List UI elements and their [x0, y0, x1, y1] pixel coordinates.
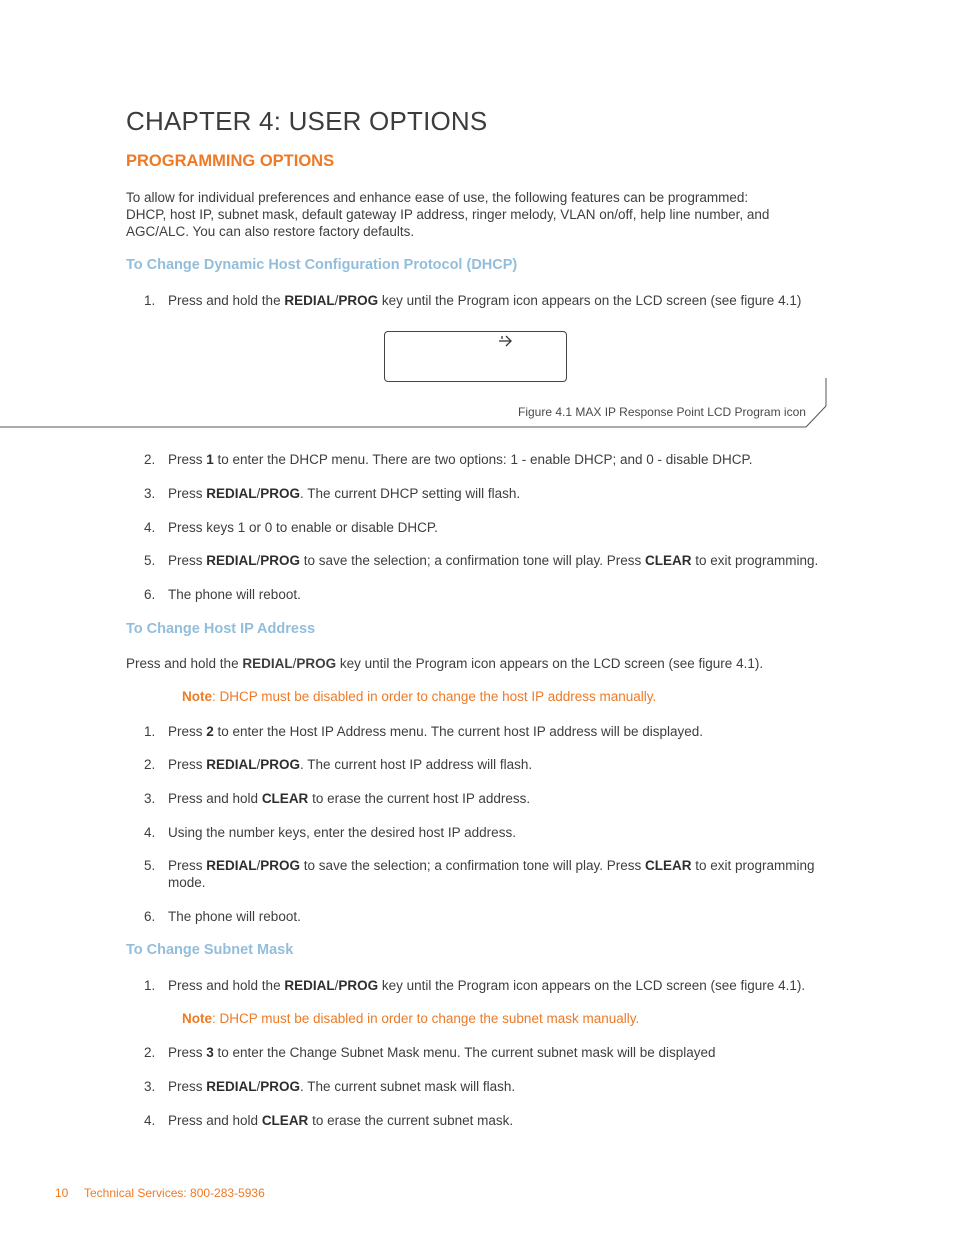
key-slash: / [256, 486, 261, 501]
dhcp-heading: To Change Dynamic Host Configuration Protocol (DHCP) [126, 257, 518, 273]
key-redial: REDIAL [206, 553, 257, 568]
step-number: 2. [144, 757, 156, 772]
intro-line: To allow for individual preferences and enhance ease of use, the following features can be programmed: [126, 190, 749, 205]
step-number: 6. [144, 587, 156, 602]
key-digit: 1 [206, 452, 214, 467]
step-text: Press [168, 1079, 207, 1094]
intro-line: AGC/ALC. You can also restore factory defaults. [126, 224, 415, 239]
step-text: key until the Program icon appears on the LCD screen (see figure 4.1) [378, 293, 802, 308]
step-number: 6. [144, 909, 156, 924]
key-redial: REDIAL [284, 978, 335, 993]
step-text: Press keys 1 or 0 to enable or disable DHCP. [168, 520, 438, 535]
intro-text: Press and hold the [126, 656, 243, 671]
key-prog: PROG [296, 656, 337, 671]
list-item [126, 857, 836, 891]
key-redial: REDIAL [206, 858, 257, 873]
intro-text: key until the Program icon appears on the LCD screen (see figure 4.1). [336, 656, 764, 671]
figure-caption: Figure 4.1 MAX IP Response Point LCD Program icon [518, 405, 806, 419]
key-clear: CLEAR [261, 1113, 309, 1128]
step-text: Press and hold the [168, 293, 285, 308]
step-number: 2. [144, 1045, 156, 1060]
key-digit: 3 [206, 1045, 214, 1060]
step-text: . The current host IP address will flash. [300, 757, 533, 772]
step-text: Press and hold the [168, 978, 285, 993]
figure-frame-lines [0, 376, 840, 430]
step-number: 1. [144, 978, 156, 993]
step-number: 4. [144, 825, 156, 840]
step-text: Press [168, 1045, 207, 1060]
key-prog: PROG [260, 858, 301, 873]
key-prog: PROG [338, 293, 379, 308]
key-clear: CLEAR [261, 791, 309, 806]
key-slash: / [292, 656, 297, 671]
step-text: to exit programming. [691, 553, 819, 568]
chapter-title: CHAPTER 4: USER OPTIONS [126, 106, 488, 136]
hostip-heading: To Change Host IP Address [126, 621, 316, 637]
note-text: : DHCP must be disabled in order to change the host IP address manually. [212, 689, 657, 704]
subnet-heading: To Change Subnet Mask [126, 942, 294, 958]
key-redial: REDIAL [206, 757, 257, 772]
note-label: Note [182, 1011, 212, 1026]
subnet-note [182, 1011, 639, 1026]
step-number: 3. [144, 1079, 156, 1094]
hostip-intro [126, 655, 763, 672]
step-text: Press [168, 724, 207, 739]
key-redial: REDIAL [206, 1079, 257, 1094]
intro-line: DHCP, host IP, subnet mask, default gateway IP address, ringer melody, VLAN on/off, help line number, and [126, 207, 770, 222]
step-text: to exit programming [691, 858, 815, 873]
step-text: Press and hold [168, 1113, 262, 1128]
key-slash: / [334, 978, 339, 993]
step-text: to erase the current host IP address. [308, 791, 531, 806]
step-number: 5. [144, 858, 156, 873]
step-text: Press [168, 858, 207, 873]
step-number: 1. [144, 293, 156, 308]
step-text: Using the number keys, enter the desired host IP address. [168, 825, 516, 840]
step-text: to save the selection; a confirmation tone will play. Press [300, 858, 645, 873]
key-prog: PROG [260, 1079, 301, 1094]
step-text: The phone will reboot. [168, 909, 301, 924]
key-redial: REDIAL [242, 656, 293, 671]
step-text: Press [168, 553, 207, 568]
step-text: . The current subnet mask will flash. [300, 1079, 516, 1094]
key-slash: / [256, 1079, 261, 1094]
key-slash: / [256, 858, 261, 873]
key-digit: 2 [206, 724, 214, 739]
step-text: Press [168, 757, 207, 772]
step-number: 5. [144, 553, 156, 568]
step-text: . The current DHCP setting will flash. [300, 486, 521, 501]
step-text: key until the Program icon appears on the LCD screen (see figure 4.1). [378, 978, 806, 993]
step-number: 3. [144, 486, 156, 501]
key-redial: REDIAL [206, 486, 257, 501]
key-slash: / [256, 553, 261, 568]
footer-contact: Technical Services: 800-283-5936 [84, 1186, 265, 1200]
page-number: 10 [55, 1186, 69, 1200]
step-text: Press [168, 452, 207, 467]
step-number: 4. [144, 520, 156, 535]
step-number: 3. [144, 791, 156, 806]
key-prog: PROG [260, 486, 301, 501]
step-text: Press and hold [168, 791, 262, 806]
note-text: : DHCP must be disabled in order to change the subnet mask manually. [212, 1011, 640, 1026]
step-number: 4. [144, 1113, 156, 1128]
lcd-screen-figure [384, 331, 567, 382]
program-arrow-icon [498, 333, 514, 354]
step-number: 1. [144, 724, 156, 739]
note-label: Note [182, 689, 212, 704]
step-number: 2. [144, 452, 156, 467]
step-text: The phone will reboot. [168, 587, 301, 602]
step-text: Press [168, 486, 207, 501]
key-prog: PROG [260, 757, 301, 772]
key-clear: CLEAR [644, 553, 692, 568]
key-slash: / [256, 757, 261, 772]
section-title: PROGRAMMING OPTIONS [126, 152, 335, 170]
key-prog: PROG [260, 553, 301, 568]
step-text: to enter the Change Subnet Mask menu. The current subnet mask will be displayed [213, 1045, 716, 1060]
step-text: to save the selection; a confirmation tone will play. Press [300, 553, 645, 568]
step-text: to enter the Host IP Address menu. The current host IP address will be displayed. [213, 724, 704, 739]
hostip-note [182, 689, 656, 704]
key-clear: CLEAR [644, 858, 692, 873]
key-redial: REDIAL [284, 293, 335, 308]
key-prog: PROG [338, 978, 379, 993]
step-text: mode. [168, 875, 206, 890]
step-text: to enter the DHCP menu. There are two options: 1 - enable DHCP; and 0 - disable DHCP. [213, 452, 753, 467]
key-slash: / [334, 293, 339, 308]
intro-paragraph [126, 189, 769, 240]
step-text: to erase the current subnet mask. [308, 1113, 514, 1128]
